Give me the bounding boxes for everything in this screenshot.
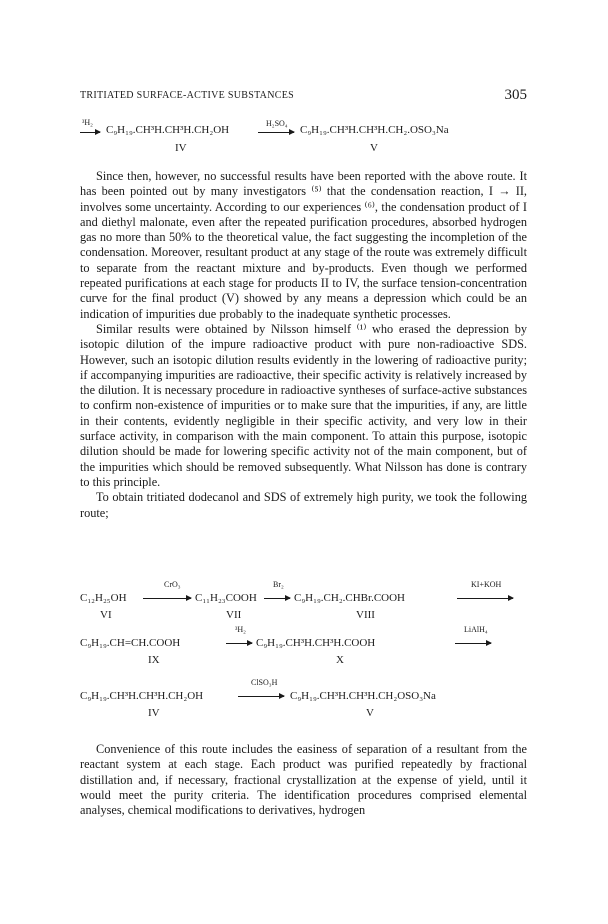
reagent-ki-koh: KI+KOH <box>471 580 502 589</box>
label-iv: IV <box>175 142 187 154</box>
label-viii: VIII <box>356 609 375 621</box>
compound-iv: C₉H₁₉.CH³H.CH³H.CH₂OH <box>80 690 204 702</box>
reagent-sulfuric-acid: H₂SO₄ <box>266 119 288 128</box>
compound-v: C₉H₁₉.CH³H.CH³H.CH₂OSO₃Na <box>290 690 436 702</box>
compound-vii: C₁₁H₂₃COOH <box>195 592 257 604</box>
reaction-arrow <box>143 598 191 599</box>
reaction-arrow <box>80 132 100 133</box>
label-v: V <box>366 707 374 719</box>
paragraph: Convenience of this route includes the easiness of separation of a resultant from the reactant system at each stage. Each product was purified repeatedly by fractional distillation and, if necessary, fractional crystallization at the expense of yield, until it would meet the purity criteria. The identification procedures comprised elemental analyses, chemical modifications to derivatives, hydrogen <box>80 742 527 818</box>
compound-viii: C₉H₁₉.CH₂.CHBr.COOH <box>294 592 405 604</box>
reagent-chlorosulfonic-acid: ClSO₃H <box>251 678 278 687</box>
paragraph: Since then, however, no successful results have been reported with the above route. It has been pointed out by many investigators ⁽⁵⁾ that the condensation reaction, I → II, involves some uncertainty. According to our experiences ⁽⁶⁾, the condensation product of I and diethyl malonate, even after the repeated purification procedures, absorbed hydrogen gas no more than 50% to the theoretical value, the fact suggesting the incompletion of the condensation. Moreover, resultant product at any stage of the route was extremely difficult to separate from the reactant mixture and by-products. Even though we performed repeated purifications at each stage for products II to IV, the surface tension-concentration curve for the final product (V) showed by any means a depression which could be an indication of impurities due probably to the inadequate synthetic processes. <box>80 169 527 321</box>
body-paragraphs-1 <box>80 169 527 521</box>
reaction-arrow <box>457 598 513 599</box>
reagent-bromine: Br₂ <box>273 580 284 589</box>
paragraph: Similar results were obtained by Nilsson himself ⁽¹⁾ who erased the depression by isotopic dilution of the impure radioactive product with pure non-radioactive SDS. However, such an isotopic dilution results evidently in the lowering of radioactive purity; if accompanying impurities are radioactive, their specific activity is relatively increased by the dilution. It is necessary procedure in radioactive syntheses of surface-active substances to confirm non-existence of impurities or to make sure that the impurities, if any, are little in their contents, evidently negligible in their specific activity, and very low in their surface activity, in comparison with the main component. To attain this purpose, isotopic dilution should be made for lowering specific activity not of the main component, but of the impurities which should be removed subsequently. What Nilsson has done is contrary to this principle. <box>80 321 527 489</box>
label-v: V <box>370 142 378 154</box>
reaction-arrow <box>226 643 252 644</box>
page-number: 305 <box>504 87 527 103</box>
reagent-tritium-gas: ³H₂ <box>82 118 93 127</box>
compound-x: C₉H₁₉.CH³H.CH³H.COOH <box>256 637 376 649</box>
reaction-arrow <box>264 598 290 599</box>
label-vi: VI <box>100 609 112 621</box>
synthesis-scheme-row-2 <box>80 625 530 666</box>
reaction-arrow <box>455 643 491 644</box>
compound-iv: C₉H₁₉.CH³H.CH³H.CH₂OH <box>106 124 230 136</box>
body-paragraphs-2 <box>80 742 527 818</box>
label-x: X <box>336 654 344 666</box>
compound-v: C₉H₁₉.CH³H.CH³H.CH₂.OSO₃Na <box>300 124 449 136</box>
paragraph: To obtain tritiated dodecanol and SDS of extremely high purity, we took the following route; <box>80 490 527 520</box>
reaction-arrow <box>238 696 284 697</box>
compound-vi: C₁₂H₂₅OH <box>80 592 127 604</box>
label-ix: IX <box>148 654 160 666</box>
reagent-cro3: CrO₃ <box>164 580 181 589</box>
running-title: TRITIATED SURFACE-ACTIVE SUBSTANCES <box>80 90 294 101</box>
reagent-tritium-gas: ³H₂ <box>235 625 246 634</box>
page-header <box>80 87 527 106</box>
synthesis-scheme-row-1 <box>80 580 530 621</box>
compound-ix: C₉H₁₉.CH=CH.COOH <box>80 637 181 649</box>
label-iv: IV <box>148 707 160 719</box>
label-vii: VII <box>226 609 242 621</box>
reaction-arrow <box>258 132 294 133</box>
top-reaction <box>80 118 530 162</box>
synthesis-scheme-row-3 <box>80 678 530 719</box>
reagent-lialh4: LiAlH₄ <box>464 625 488 634</box>
